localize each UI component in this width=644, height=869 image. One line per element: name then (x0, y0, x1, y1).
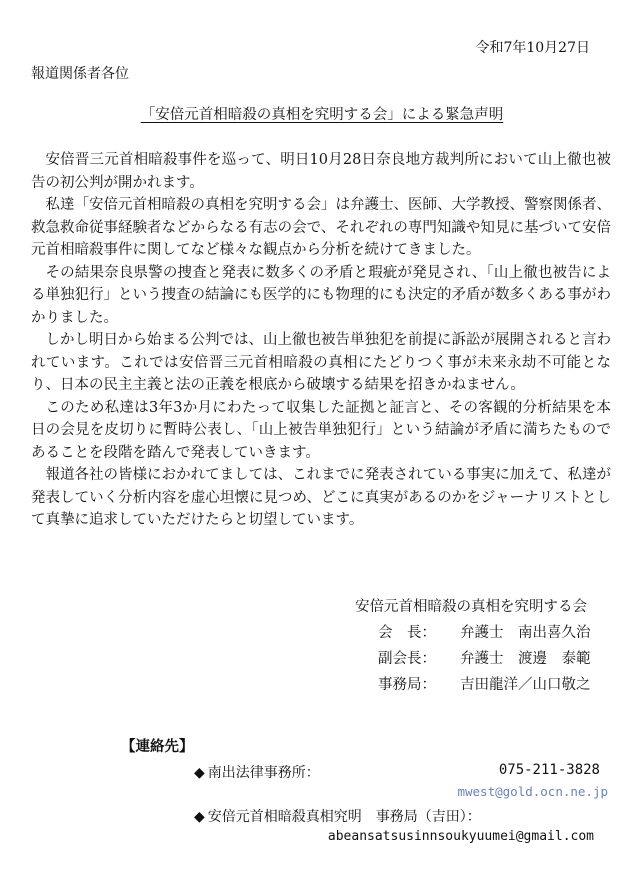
officer-row (350, 620, 620, 646)
contact-label: 南出法律事務所： (207, 765, 320, 781)
officer-role: 会 長： (378, 625, 436, 641)
contact-item-law-office (194, 762, 320, 782)
body-paragraph-5: このため私達は3年3か月にわたって収集した証拠と証言と、その客観的分析結果を本日の会見を皮切りに暫時公表し、「山上被告単独犯行」という結論が矛盾に満ちたものであることを段階を踏んで発表していきます。 (31, 399, 611, 461)
organization-signature (350, 594, 620, 698)
contact-email: abeansatsusinnsoukyuumei@gmail.com (327, 829, 594, 844)
body-paragraph-6: 報道各社の皆様におかれてましては、これまでに発表されている事実に加えて、私達が発表していく分析内容を虚心坦懐に見つめ、どこに真実があるのかをジャーナリストとして真摯に追求していただけたらと切望しています。 (31, 467, 611, 528)
officer-name: 吉田龍洋／山口敬之 (460, 677, 591, 693)
contact-label: 安倍元首相暗殺真相究明 事務局（吉田）： (207, 809, 481, 825)
statement-title (0, 103, 644, 124)
organization-name: 安倍元首相暗殺の真相を究明する会 (355, 599, 587, 615)
officer-name: 弁護士 南出喜久治 (460, 625, 591, 641)
contact-email-link[interactable]: mwest@gold.ocn.ne.jp (457, 784, 608, 799)
officer-name: 弁護士 渡邊 泰範 (460, 651, 591, 667)
contact-item-secretariat (194, 806, 481, 826)
body-paragraph-1: 安倍晋三元首相暗殺事件を巡って、明日10月28日奈良地方裁判所において山上徹也被告の初公判が開かれます。 (31, 152, 611, 191)
body-paragraph-4: しかし明日から始まる公判では、山上徹也被告単独犯を前提に訴訟が展開されると言われています。これでは安倍晋三元首相暗殺の真相にたどりつく事が未来永劫不可能となり、日本の民主主義と法の正義を根底から破壊する結果を招きかねません。 (31, 332, 611, 393)
addressee: 報道関係者各位 (31, 66, 129, 82)
statement-body (31, 149, 611, 532)
officer-row (350, 672, 620, 698)
contact-phone: 075-211-3828 (498, 762, 600, 778)
officer-role: 副会長： (378, 651, 436, 667)
officer-role: 事務局： (378, 677, 436, 693)
body-paragraph-2: 私達「安倍元首相暗殺の真相を究明する会」は弁護士、医師、大学教授、警察関係者、救急救命従事経験者などからなる有志の会で、それぞれの専門知識や知見に基づいて安倍元首相暗殺事件に関してなど様々な観点から分析を続けてきました。 (31, 197, 611, 258)
diamond-bullet-icon: ◆ (194, 809, 205, 825)
body-paragraph-3: その結果奈良県警の捜査と発表に数多くの矛盾と瑕疵が発見され、「山上徹也被告による単独犯行」という捜査の結論にも医学的にも物理的にも決定的矛盾が数多くある事がわかりました。 (31, 264, 611, 326)
officer-row (350, 646, 620, 672)
contact-heading: 【連絡先】 (121, 738, 194, 755)
document-date: 令和7年10月27日 (475, 40, 590, 56)
diamond-bullet-icon: ◆ (194, 765, 205, 781)
statement-title-text: 「安倍元首相暗殺の真相を究明する会」による緊急声明 (140, 107, 504, 123)
